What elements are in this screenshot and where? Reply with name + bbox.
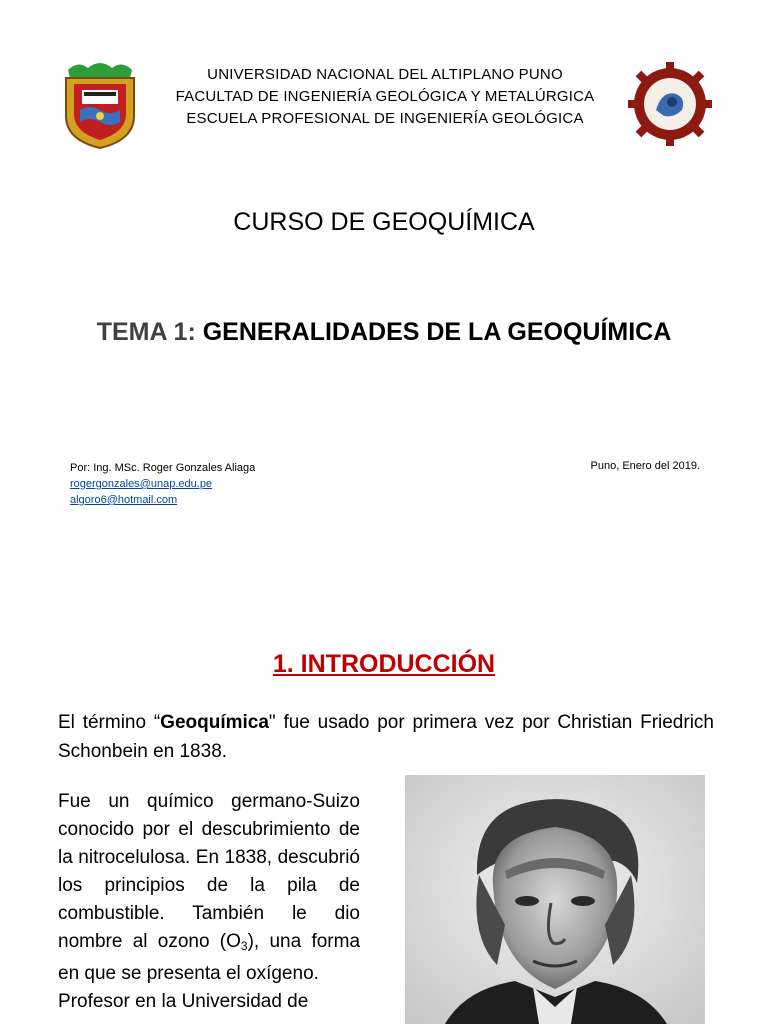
course-title: CURSO DE GEOQUÍMICA bbox=[233, 208, 535, 236]
bio-paragraph bbox=[58, 788, 360, 1016]
university-logo bbox=[58, 58, 142, 150]
para1-text-b: " fue usado por primera vez por Christian Friedrich Schonbein en 1838. bbox=[58, 712, 714, 762]
author-name: Por: Ing. MSc. Roger Gonzales Aliaga bbox=[70, 462, 256, 474]
date-label: Puno, Enero del 2019. bbox=[590, 460, 700, 472]
author-block bbox=[70, 460, 255, 508]
intro-paragraph bbox=[58, 708, 714, 766]
para1-bold-term: Geoquímica bbox=[160, 712, 269, 733]
faculty-name: FACULTAD DE INGENIERÍA GEOLÓGICA Y METALÚRGICA bbox=[175, 88, 595, 105]
ozone-subscript: 3 bbox=[240, 939, 248, 953]
para2-text-a: Fue un químico germano-Suizo conocido por el descubrimiento de la nitrocelulosa. En 1838, descubrió los principios de la pila de combustible. También le dio nombre al ozono (O bbox=[58, 791, 360, 952]
university-name: UNIVERSIDAD NACIONAL DEL ALTIPLANO PUNO bbox=[207, 66, 563, 83]
tema-title: GENERALIDADES DE LA GEOQUÍMICA bbox=[202, 318, 672, 346]
para2-text-b: ), una forma en que se presenta el oxígeno. bbox=[58, 931, 361, 984]
school-name: ESCUELA PROFESIONAL DE INGENIERÍA GEOLÓGICA bbox=[186, 110, 584, 127]
institution-header bbox=[150, 64, 620, 130]
email-link-unap[interactable]: rogergonzales@unap.edu.pe bbox=[70, 478, 213, 490]
section-heading bbox=[0, 650, 768, 679]
email-link-hotmail[interactable]: algoro6@hotmail.com bbox=[70, 494, 178, 506]
portrait-image bbox=[405, 775, 705, 1024]
para1-text-a: El término “ bbox=[58, 712, 161, 733]
gear-emblem-logo bbox=[628, 62, 712, 146]
tema-prefix: TEMA 1: bbox=[96, 318, 196, 346]
section-title: 1. INTRODUCCIÓN bbox=[272, 650, 496, 678]
para2-text-c: Profesor en la Universidad de bbox=[58, 991, 309, 1012]
tema-heading bbox=[0, 318, 768, 347]
